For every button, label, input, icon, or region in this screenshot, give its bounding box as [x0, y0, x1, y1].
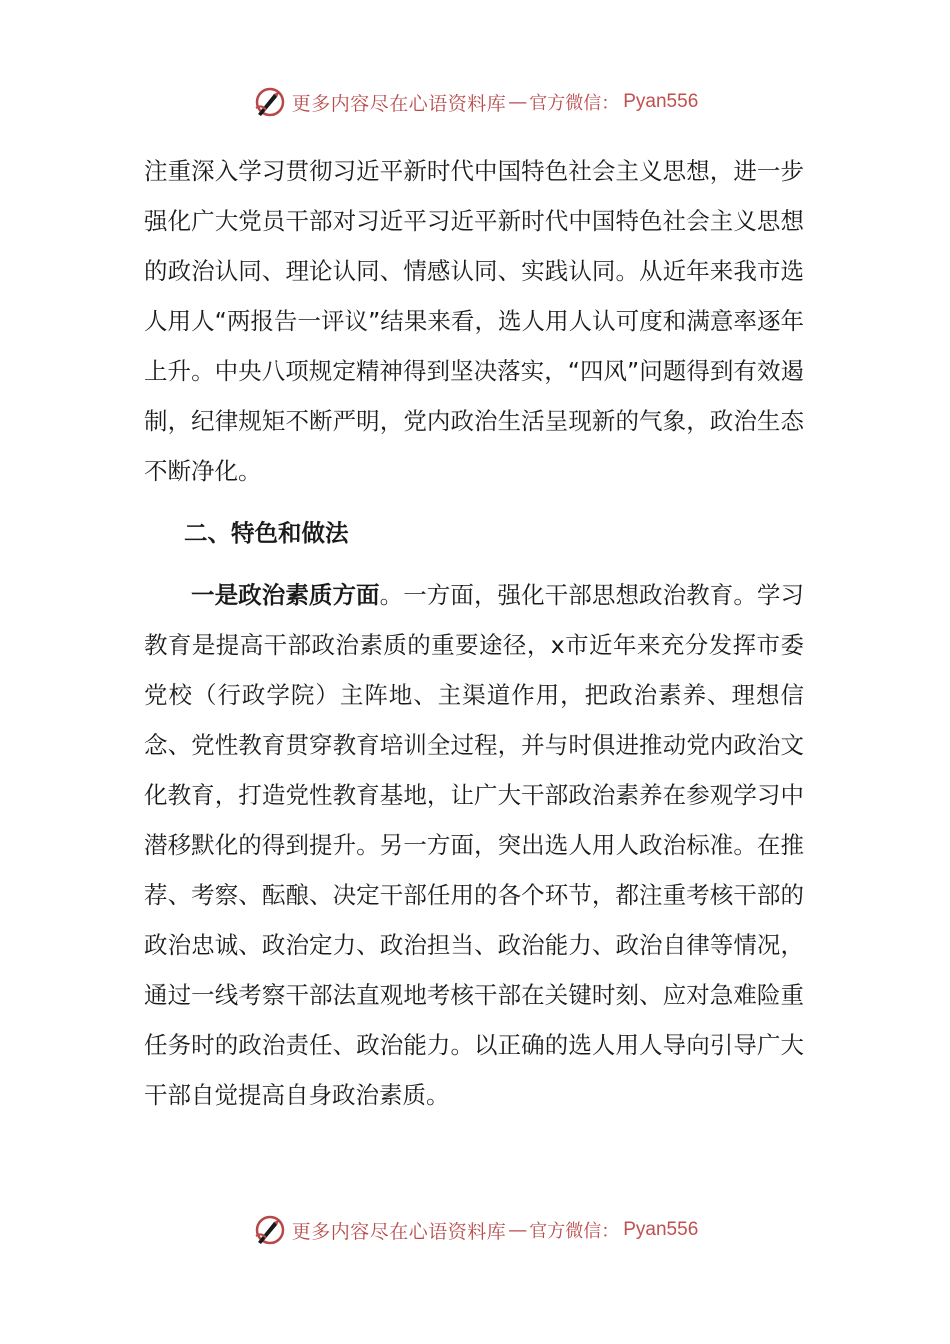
banner-separator: — [508, 1219, 528, 1241]
section-heading: 二、特色和做法 [184, 519, 349, 547]
banner-wechat-label: 官方微信： [529, 1221, 620, 1242]
paragraph-1: 注重深入学习贯彻习近平新时代中国特色社会主义思想，进一步强化广大党员干部对习近平习近平新时代中国特色社会主义思想的政治认同、理论认同、情感认同、实践认同。从近年来我市选人用人“两报告一评议”结果来看，选人用人认可度和满意率逐年上升。中央八项规定精神得到坚决落实，“四风”问题得到有效遏制，纪律规矩不断严明，党内政治生活呈现新的气象，政治生态不断净化。 [144, 157, 804, 485]
header-banner [0, 80, 950, 124]
banner-wechat-id: Pyan556 [623, 91, 699, 112]
footer-banner [0, 1208, 950, 1252]
banner-separator: — [508, 91, 528, 113]
document-body [144, 146, 804, 1120]
banner-wechat-id: Pyan556 [623, 1219, 699, 1240]
paragraph-2 [144, 570, 804, 1120]
banner-text: 更多内容尽在心语资料库 [291, 1220, 507, 1243]
banner-wechat-label: 官方微信： [529, 93, 620, 114]
pen-logo-icon [252, 84, 288, 120]
pen-logo-icon [252, 1212, 288, 1248]
paragraph-2-body: 。一方面，强化干部思想政治教育。学习教育是提高干部政治素质的重要途径，x市近年来充分发挥市委党校（行政学院）主阵地、主渠道作用，把政治素养、理想信念、党性教育贯穿教育培训全过程，并与时俱进推动党内政治文化教育，打造党性教育基地，让广大干部政治素养在参观学习中潜移默化的得到提升。另一方面，突出选人用人政治标准。在推荐、考察、酝酿、决定干部任用的各个环节，都注重考核干部的政治忠诚、政治定力、政治担当、政治能力、政治自律等情况，通过一线考察干部法直观地考核干部在关键时刻、应对急难险重任务时的政治责任、政治能力。以正确的选人用人导向引导广大干部自觉提高自身政治素质。 [144, 581, 805, 1109]
banner-text: 更多内容尽在心语资料库 [291, 92, 507, 115]
paragraph-2-lead: 一是政治素质方面 [191, 581, 380, 609]
